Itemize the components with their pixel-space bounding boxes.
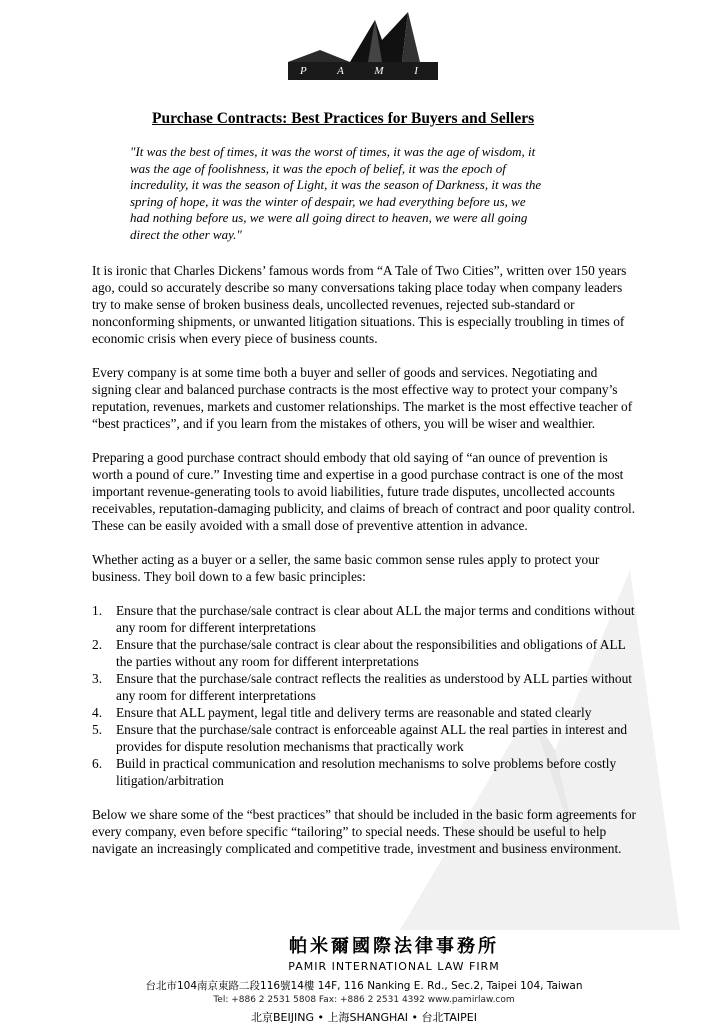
list-number: 4.	[92, 705, 103, 720]
list-item	[92, 636, 640, 670]
list-text: Ensure that the purchase/sale contract is enforceable against ALL the real parties in interest and provides for dispute resolution mechanisms that practically work	[116, 722, 628, 754]
list-item	[92, 755, 640, 789]
list-item	[92, 602, 640, 636]
list-item	[92, 721, 640, 755]
firm-address: 台北市104南京東路二段116號14樓 14F, 116 Nanking E. Rd., Sec.2, Taipei 104, Taiwan	[145, 980, 583, 992]
firm-english-name: PAMIR INTERNATIONAL LAW FIRM	[288, 960, 500, 973]
list-text: Build in practical communication and resolution mechanisms to solve problems before costly litigation/arbitration	[116, 756, 617, 788]
quote-line: incredulity, it was the season of Light, it was the season of Darkness, it was the	[130, 177, 542, 192]
quote-line: had nothing before us, we were all going direct to heaven, we were all going	[130, 210, 528, 225]
paragraph-principles-intro: Whether acting as a buyer or a seller, the same basic common sense rules apply to protect your business. They boil down to a few basic principles:	[92, 552, 600, 584]
list-number: 2.	[92, 637, 103, 652]
list-text: Ensure that ALL payment, legal title and delivery terms are reasonable and stated clearly	[116, 705, 592, 720]
paragraph-intro: It is ironic that Charles Dickens’ famous words from “A Tale of Two Cities”, written over 150 years ago, could so accurately describe so many conversations taking place today when company leaders try to make sense of broken business deals, uncollected revenues, rejected sub-standard or nonconforming shipments, or unwanted litigation situations. This is especially troubling in times of economic crisis when every piece of business counts.	[92, 263, 627, 346]
list-text: Ensure that the purchase/sale contract is clear about the responsibilities and obligations of ALL the parties without any room for different interpretations	[116, 637, 626, 669]
quote-line: direct the other way."	[130, 226, 242, 242]
paragraph-prevention: Preparing a good purchase contract should embody that old saying of “an ounce of prevention is worth a pound of cure.” Investing time and expertise in a good purchase contract is one of the most important revenue-generating tools to avoid liabilities, future trade disputes, uncollected accounts receivables, reputation-damaging publicity, and claims of breach of contract and poor quality control. These can be easily avoided with a small dose of preventive attention in advance.	[92, 450, 636, 533]
document-title: Purchase Contracts: Best Practices for Buyers and Sellers	[152, 110, 535, 127]
firm-footer	[0, 932, 728, 1025]
quote-line: "It was the best of times, it was the worst of times, it was the age of wisdom, it	[130, 144, 536, 159]
list-number: 6.	[92, 756, 103, 771]
paragraph-closing: Below we share some of the “best practices” that should be included in the basic form agreements for every company, even before specific “tailoring” to special needs. These should be useful to help navigate an increasingly complicated and competitive trade, investment and business environment.	[92, 807, 636, 856]
list-item	[92, 670, 640, 704]
logo-wordmark: P A M I R	[288, 62, 438, 80]
quote-line: spring of hope, it was the winter of despair, we had everything before us, we	[130, 193, 526, 209]
list-number: 3.	[92, 671, 103, 686]
list-item	[92, 704, 640, 721]
list-number: 5.	[92, 722, 103, 737]
quote-line: was the age of foolishness, it was the epoch of belief, it was the epoch of	[130, 160, 506, 176]
firm-chinese-name: 帕米爾國際法律事務所	[289, 936, 499, 957]
list-number: 1.	[92, 603, 103, 618]
paragraph-buyer-seller: Every company is at some time both a buyer and seller of goods and services. Negotiating and signing clear and balanced purchase contracts is the most effective way to protect your company’s reputation, revenues, markets and customer relationships. The market is the most effective teacher of “best practices”, and if you learn from the mistakes of others, you will be wiser and wealthier.	[92, 365, 633, 431]
principles-list	[92, 602, 640, 789]
firm-contact: Tel: +886 2 2531 5808 Fax: +886 2 2531 4392 www.pamirlaw.com	[213, 995, 515, 1005]
document-body	[92, 262, 640, 874]
dickens-quote	[130, 144, 620, 243]
list-text: Ensure that the purchase/sale contract is clear about ALL the major terms and conditions without any room for different interpretations	[116, 603, 635, 635]
firm-offices: 北京BEIJING • 上海SHANGHAI • 台北TAIPEI	[251, 1011, 477, 1024]
list-text: Ensure that the purchase/sale contract reflects the realities as understood by ALL parties without any room for different interpretations	[116, 671, 632, 703]
